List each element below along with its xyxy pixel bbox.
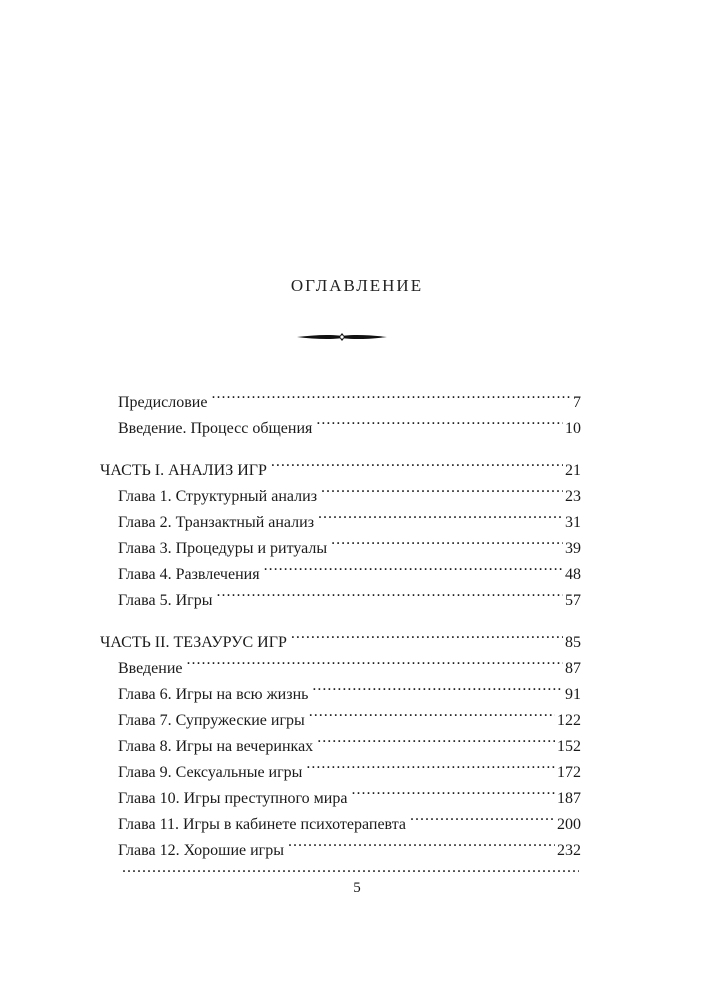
toc-entry-label: Глава 12. Хорошие игры (118, 842, 284, 859)
toc-part-page: 21 (565, 462, 581, 479)
toc-entry-page: 122 (557, 712, 581, 729)
dot-leader (317, 725, 555, 751)
toc-entry-label: Глава 4. Развлечения (118, 566, 260, 583)
dot-leader (306, 751, 555, 777)
toc-entry-label: Глава 1. Структурный анализ (118, 488, 318, 505)
toc-entry-page: 87 (565, 660, 581, 677)
dot-leader (264, 553, 563, 579)
toc-part-heading[interactable] (100, 449, 581, 479)
page-title: ОГЛАВЛЕНИЕ (290, 276, 424, 295)
toc-entry-label: Глава 6. Игры на всю жизнь (118, 686, 309, 703)
toc-entry-page: 172 (557, 764, 581, 781)
dot-leader (271, 449, 563, 475)
toc-entry-page: 232 (557, 842, 581, 859)
dot-leader (331, 527, 563, 553)
toc-part-label: ЧАСТЬ II. ТЕЗАУРУС ИГР (100, 634, 287, 651)
toc-part-label: ЧАСТЬ I. АНАЛИЗ ИГР (100, 462, 267, 479)
dot-leader (410, 803, 555, 829)
toc-entry-page: 10 (565, 420, 581, 437)
table-of-contents (100, 381, 581, 897)
toc-entry-label: Введение. Процесс общения (118, 420, 313, 437)
toc-entry-page: 91 (565, 686, 581, 703)
dot-leader (316, 407, 563, 433)
toc-entry[interactable] (100, 855, 581, 881)
toc-entry-label: Глава 3. Процедуры и ритуалы (118, 540, 328, 557)
toc-entry-page: 23 (565, 488, 581, 505)
toc-entry-page: 39 (565, 540, 581, 557)
dot-leader (288, 829, 555, 855)
toc-entry-label: Предисловие (118, 394, 208, 411)
toc-entry-label: Глава 7. Супружеские игры (118, 712, 305, 729)
toc-entry-label: Глава 11. Игры в кабинете психотерапевта (118, 816, 406, 833)
dot-leader (321, 475, 563, 501)
toc-part-page: 85 (565, 634, 581, 651)
toc-entry-page: 31 (565, 514, 581, 531)
toc-entry-label: Введение (118, 660, 183, 677)
toc-entry-label: Глава 9. Сексуальные игры (118, 764, 303, 781)
toc-group-intro (100, 381, 581, 437)
toc-entry-page: 57 (565, 592, 581, 609)
dot-leader (291, 621, 563, 647)
toc-entry-page: 152 (557, 738, 581, 755)
toc-part-heading[interactable] (100, 621, 581, 651)
page-number: 5 (353, 880, 361, 896)
dot-leader (312, 673, 563, 699)
dot-leader (216, 579, 563, 605)
dot-leader (318, 501, 563, 527)
toc-entry-label: Глава 5. Игры (118, 592, 213, 609)
toc-entry-label: Глава 8. Игры на вечеринках (118, 738, 314, 755)
fleuron-ornament-icon (297, 331, 387, 343)
toc-entry-page: 48 (565, 566, 581, 583)
dot-leader (309, 699, 555, 725)
dot-leader (187, 647, 564, 673)
toc-entry-label: Глава 2. Транзактный анализ (118, 514, 315, 531)
toc-entry[interactable] (100, 381, 581, 411)
dot-leader (351, 777, 555, 803)
toc-group-part-1 (100, 449, 581, 609)
toc-entry-page: 200 (557, 816, 581, 833)
toc-entry-page: 7 (573, 394, 581, 411)
toc-group-part-2 (100, 621, 581, 881)
dot-leader (122, 855, 579, 881)
toc-entry-label: Глава 10. Игры преступного мира (118, 790, 348, 807)
toc-entry-page: 187 (557, 790, 581, 807)
dot-leader (211, 381, 571, 407)
